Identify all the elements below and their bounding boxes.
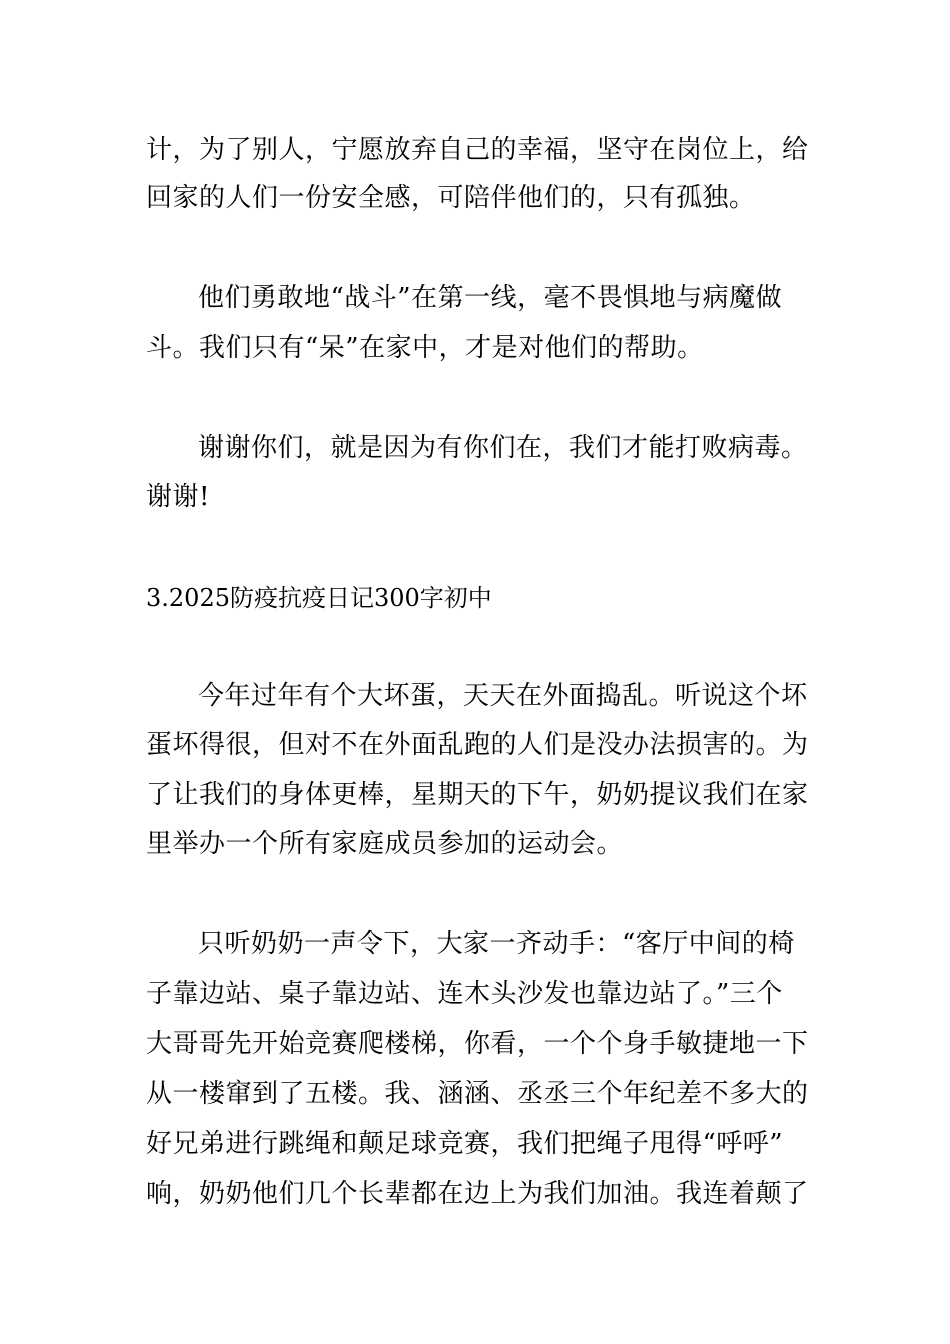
paragraph-2-line-2: 斗。我们只有“呆”在家中，才是对他们的帮助。 bbox=[146, 333, 704, 363]
paragraph-2-line-1: 他们勇敢地“战斗”在第一线，毫不畏惧地与病魔做 bbox=[198, 283, 783, 313]
paragraph-5-line-6: 响，奶奶他们几个长辈都在边上为我们加油。我连着颠了 bbox=[146, 1179, 809, 1209]
paragraph-4-line-2: 蛋坏得很，但对不在外面乱跑的人们是没办法损害的。为 bbox=[146, 730, 809, 760]
paragraph-5-line-1: 只听奶奶一声令下，大家一齐动手：“客厅中间的椅 bbox=[198, 929, 795, 959]
paragraph-5-line-4: 从一楼窜到了五楼。我、涵涵、丞丞三个年纪差不多大的 bbox=[146, 1079, 809, 1109]
paragraph-1-line-2: 回家的人们一份安全感，可陪伴他们的，只有孤独。 bbox=[146, 183, 756, 213]
paragraph-3-line-2: 谢谢! bbox=[146, 482, 210, 512]
paragraph-4-line-1: 今年过年有个大坏蛋，天天在外面捣乱。听说这个坏 bbox=[198, 681, 808, 711]
paragraph-4-line-3: 了让我们的身体更棒，星期天的下午，奶奶提议我们在家 bbox=[146, 780, 809, 810]
paragraph-5-line-3: 大哥哥先开始竞赛爬楼梯，你看，一个个身手敏捷地一下 bbox=[146, 1029, 809, 1059]
section-heading: 3.2025防疫抗疫日记300字初中 bbox=[146, 584, 492, 612]
paragraph-4-line-4: 里举办一个所有家庭成员参加的运动会。 bbox=[146, 829, 624, 859]
paragraph-1-line-1: 计，为了别人，宁愿放弃自己的幸福，坚守在岗位上，给 bbox=[146, 135, 809, 165]
paragraph-5-line-2: 子靠边站、桌子靠边站、连木头沙发也靠边站了。”三个 bbox=[146, 979, 783, 1009]
paragraph-3-line-1: 谢谢你们，就是因为有你们在，我们才能打败病毒。 bbox=[198, 433, 808, 463]
paragraph-5-line-5: 好兄弟进行跳绳和颠足球竞赛，我们把绳子甩得“呼呼” bbox=[146, 1129, 784, 1159]
